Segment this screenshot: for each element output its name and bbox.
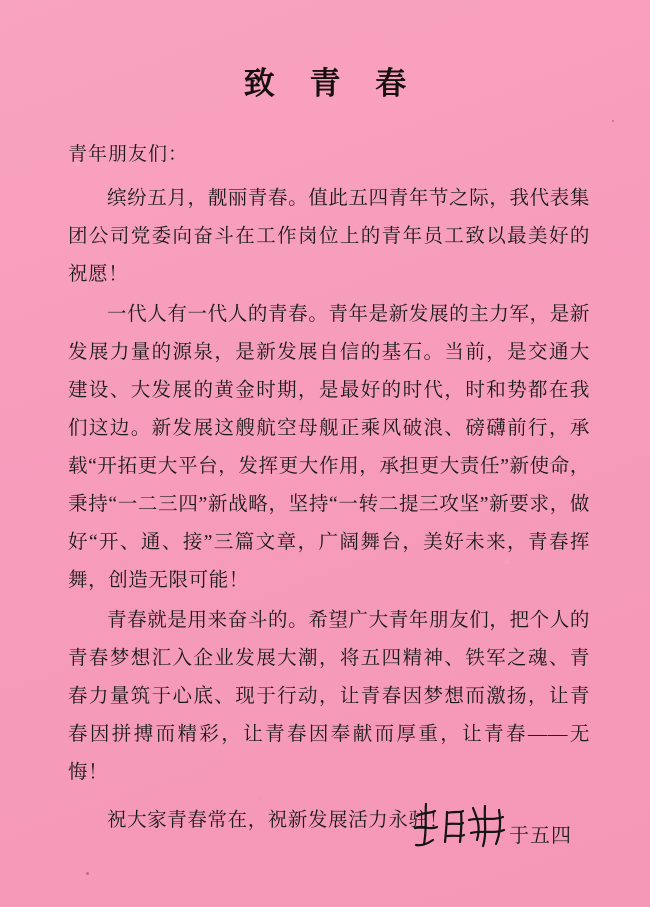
signature-date: 于五四	[509, 825, 572, 847]
signature-block	[411, 800, 572, 852]
paragraph-2: 一代人有一代人的青春。青年是新发展的主力军，是新发展力量的源泉，是新发展自信的基石。当前，是交通大建设、大发展的黄金时期，是最好的时代，时和势都在我们这边。新发展这艘航空母舰正乘风破浪、磅礴前行，承载“开拓更大平台，发挥更大作用，承担更大责任”新使命，秉持“一二三四”新战略，坚持“一转二提三攻坚”新要求，做好“开、通、接”三篇文章，广阔舞台，美好未来，青春挥舞，创造无限可能！	[68, 304, 590, 591]
paragraph-3: 青春就是用来奋斗的。希望广大青年朋友们，把个人的青春梦想汇入企业发展大潮，将五四精神、铁军之魂、青春力量筑于心底、现于行动，让青春因梦想而激扬，让青春因拼搏而精彩，让青春因奉献而厚重，让青春——无悔！	[68, 610, 590, 783]
paragraph-1: 缤纷五月，靓丽青春。值此五四青年节之际，我代表集团公司党委向奋斗在工作岗位上的青年员工致以最美好的祝愿！	[68, 188, 590, 285]
page-title: 致 青 春	[243, 66, 419, 102]
letter-body	[68, 138, 590, 840]
closing-line: 祝大家青春常在，祝新发展活力永驻！	[107, 810, 449, 831]
handwritten-signature-icon	[411, 800, 507, 852]
paper-speck	[86, 872, 89, 875]
salutation: 青年朋友们：	[68, 144, 189, 165]
paper-speck	[612, 120, 614, 122]
